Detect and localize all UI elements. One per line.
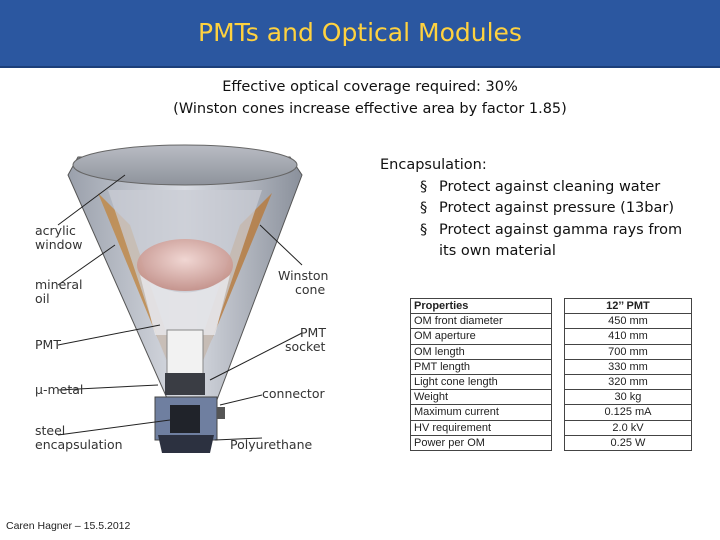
coverage-line-2: (Winston cones increase effective area by factor 1.85): [173, 101, 567, 117]
properties-table: [410, 298, 692, 451]
encapsulation-list: [380, 177, 710, 263]
slide-title: PMTs and Optical Modules: [198, 18, 522, 47]
table-row: Maximum current 0.125 mA: [411, 405, 692, 420]
bullet-icon: §: [420, 200, 428, 216]
table-row: OM front diameter 450 mm: [411, 314, 692, 329]
table-row: HV requirement 2.0 kV: [411, 420, 692, 435]
bullet-icon: §: [420, 221, 428, 238]
label-pmt-2: PMT: [300, 325, 326, 340]
coverage-text: [0, 76, 720, 120]
label-steel: steel: [35, 423, 66, 438]
table-row: Light cone length 320 mm: [411, 375, 692, 390]
table-header-cell: 12’’ PMT: [564, 299, 691, 314]
label-pmt: PMT: [35, 337, 61, 352]
encapsulation-heading: Encapsulation:: [380, 157, 487, 173]
table-row: Weight 30 kg: [411, 390, 692, 405]
label-oil: oil: [35, 291, 50, 306]
label-mu-metal: µ-metal: [35, 382, 84, 397]
table-row: PMT length 330 mm: [411, 359, 692, 374]
pmt-neck-shape: [167, 330, 203, 375]
label-cone: cone: [295, 282, 326, 297]
connector-shape: [170, 405, 200, 433]
table-row: OM aperture 410 mm: [411, 329, 692, 344]
list-item-continuation: its own material: [439, 243, 556, 259]
table-row: OM length 700 mm: [411, 344, 692, 359]
label-polyurethane: Polyurethane: [230, 437, 313, 452]
label-window: window: [35, 237, 83, 252]
title-bar: [0, 0, 720, 68]
label-winston: Winston: [278, 268, 329, 283]
list-item: § Protect against pressure (13bar): [380, 198, 710, 220]
label-mineral: mineral: [35, 277, 83, 292]
list-item: § Protect against cleaning water: [380, 177, 710, 199]
label-socket: socket: [285, 339, 326, 354]
table-row: Power per OM 0.25 W: [411, 435, 692, 450]
polyurethane-shape: [158, 435, 214, 453]
coverage-line-1: Effective optical coverage required: 30%: [222, 79, 518, 95]
label-acrylic: acrylic: [35, 223, 76, 238]
optical-module-diagram: [30, 135, 340, 470]
pmt-socket-shape: [165, 373, 205, 395]
list-item: § Protect against gamma rays from: [380, 220, 710, 242]
label-encapsulation: encapsulation: [35, 437, 123, 452]
encapsulation-block: [380, 155, 710, 263]
table-header-row: [411, 299, 692, 314]
table-header-cell: Properties: [411, 299, 552, 314]
footer-text: Caren Hagner – 15.5.2012: [6, 520, 131, 532]
label-connector: connector: [262, 386, 325, 401]
bullet-icon: §: [420, 178, 428, 195]
acrylic-window-shape: [73, 145, 297, 185]
